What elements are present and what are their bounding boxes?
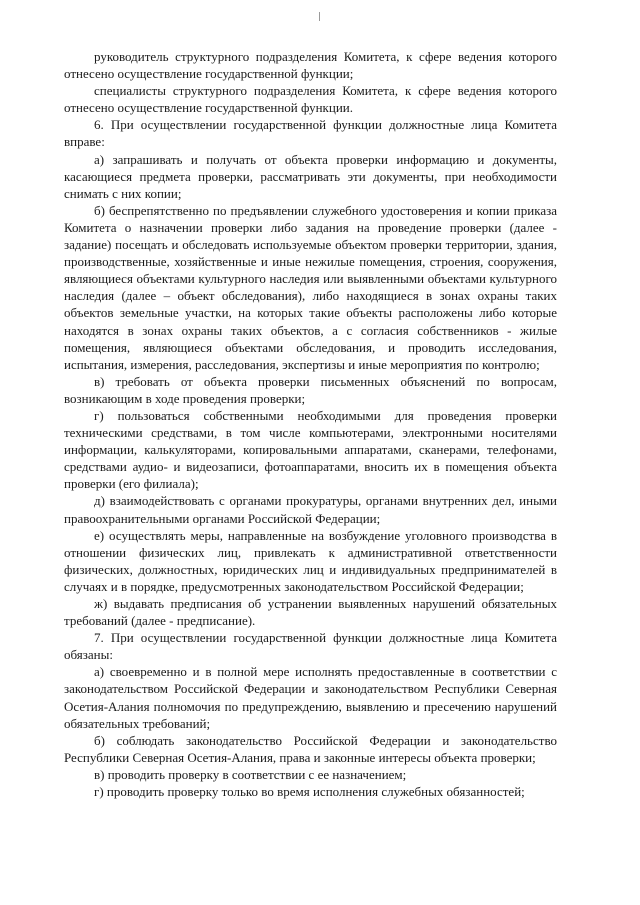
paragraph-6b: б) беспрепятственно по предъявлении служебного удостоверения и копии приказа Комитета о назначении проверки либо задания на проведение проверки (далее - задание) посещать и обследовать используемые объектом проверки территории, здания, производственные, хозяйственные и иные нежилые помещения, строения, сооружения, являющиеся объектами культурного наследия или выявленными объектами культурного наследия (далее – объект обследования), либо находящиеся в зонах охраны таких объектов земельные участки, на которых такие объекты расположены либо которые находятся в зонах охраны таких объектов, а с согласия собственников - жилые помещения, являющиеся объектами обследования, и проводить исследования, испытания, измерения, расследования, экспертизы и иные мероприятия по контролю; bbox=[64, 202, 557, 372]
paragraph-6d: д) взаимодействовать с органами прокуратуры, органами внутренних дел, иными правоохранительными органами Российской Федерации; bbox=[64, 493, 557, 526]
paragraph-6v: в) требовать от объекта проверки письменных объяснений по вопросам, возникающим в ходе проведения проверки; bbox=[64, 373, 557, 406]
paragraph-item-7-heading: 7. При осуществлении государственной функции должностные лица Комитета обязаны: bbox=[64, 630, 557, 663]
paragraph-6a: а) запрашивать и получать от объекта проверки информацию и документы, касающиеся предмета проверки, рассматривать эти документы, при необходимости снимать с них копии; bbox=[64, 151, 557, 201]
paragraph-7a: а) своевременно и в полной мере исполнять предоставленные в соответствии с законодательством Российской Федерации и законодательством Республики Северная Осетия-Алания полномочия по предупреждению, выявлению и пресечению нарушений обязательных требований; bbox=[64, 664, 557, 731]
paragraph-specialists: специалисты структурного подразделения Комитета, к сфере ведения которого отнесено осуществление государственной функции. bbox=[64, 83, 557, 116]
paragraph-6e: е) осуществлять меры, направленные на возбуждение уголовного производства в отношении физических лиц, привлекать к административной ответственности физических, должностных, юридических лиц и индивидуальных предпринимателей в случаях и в порядке, предусмотренных законодательством Российской Федерации; bbox=[64, 527, 557, 594]
document-body bbox=[64, 48, 557, 800]
page-top-mark bbox=[319, 12, 320, 21]
paragraph-item-6-heading: 6. При осуществлении государственной функции должностные лица Комитета вправе: bbox=[64, 117, 557, 150]
paragraph-6zh: ж) выдавать предписания об устранении выявленных нарушений обязательных требований (далее - предписание). bbox=[64, 596, 557, 629]
paragraph-7g: г) проводить проверку только во время исполнения служебных обязанностей; bbox=[94, 784, 525, 800]
paragraph-6g: г) пользоваться собственными необходимыми для проведения проверки техническими средствами, в том числе компьютерами, электронными носителями информации, калькуляторами, копировальными аппаратами, сканерами, телефонами, средствами аудио- и видеозаписи, фотоаппаратами, вносить их в помещения объекта проверки (его филиала); bbox=[64, 407, 557, 492]
paragraph-7v: в) проводить проверку в соответствии с ее назначением; bbox=[94, 766, 407, 782]
paragraph-7b: б) соблюдать законодательство Российской Федерации и законодательство Республики Северная Осетия-Алания, права и законные интересы объекта проверки; bbox=[64, 732, 557, 765]
paragraph-head-of-unit: руководитель структурного подразделения Комитета, к сфере ведения которого отнесено осуществление государственной функции; bbox=[64, 49, 557, 82]
